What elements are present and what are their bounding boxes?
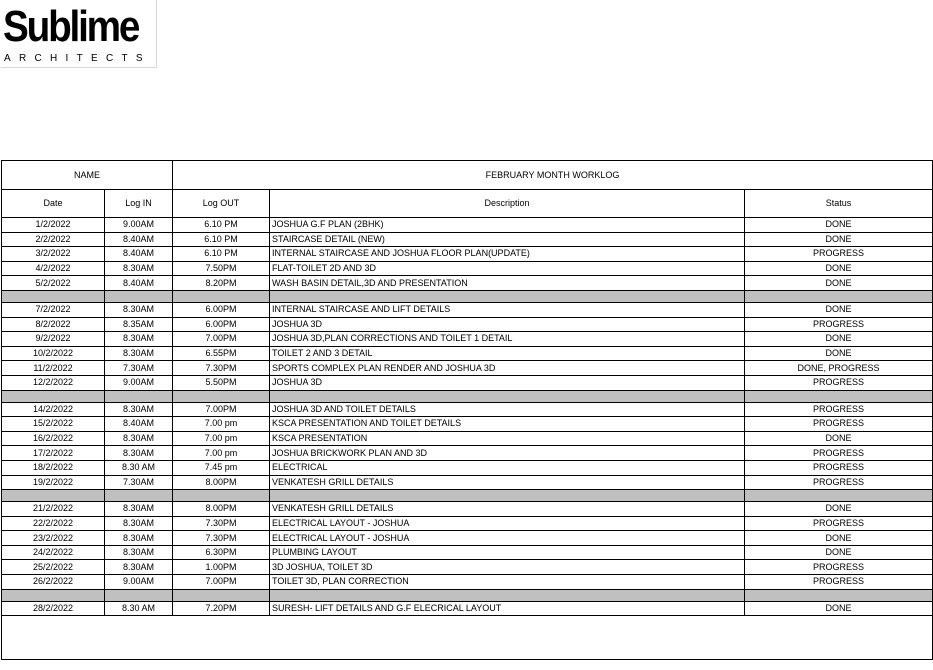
spacer-cell: [270, 589, 745, 601]
log-out-cell: 6.10 PM: [173, 218, 270, 233]
table-row: [2, 332, 933, 347]
log-out-cell: 6.30PM: [173, 545, 270, 560]
column-header-log-in: Log IN: [105, 190, 173, 218]
log-in-cell: 8.30AM: [105, 502, 173, 517]
date-cell: 7/2/2022: [2, 302, 105, 317]
spacer-cell: [2, 490, 105, 502]
table-row: [2, 361, 933, 376]
log-out-cell: 7.50PM: [173, 261, 270, 276]
table-row: [2, 475, 933, 490]
description-cell: TOILET 3D, PLAN CORRECTION: [270, 575, 745, 590]
date-cell: 11/2/2022: [2, 361, 105, 376]
date-cell: 26/2/2022: [2, 575, 105, 590]
company-logo: [1, 0, 157, 68]
log-out-cell: 7.45 pm: [173, 460, 270, 475]
log-out-cell: 7.00PM: [173, 402, 270, 417]
description-cell: JOSHUA 3D AND TOILET DETAILS: [270, 402, 745, 417]
description-cell: JOSHUA 3D: [270, 317, 745, 332]
log-in-cell: 7.30AM: [105, 475, 173, 490]
description-cell: SPORTS COMPLEX PLAN RENDER AND JOSHUA 3D: [270, 361, 745, 376]
log-in-cell: 7.30AM: [105, 361, 173, 376]
spacer-row: [2, 589, 933, 601]
log-out-cell: 7.00 pm: [173, 446, 270, 461]
status-cell: DONE, PROGRESS: [745, 361, 933, 376]
status-cell: DONE: [745, 261, 933, 276]
description-cell: PLUMBING LAYOUT: [270, 545, 745, 560]
table-row: [2, 502, 933, 517]
date-cell: 12/2/2022: [2, 375, 105, 390]
column-header-log-out: Log OUT: [173, 190, 270, 218]
description-cell: TOILET 2 AND 3 DETAIL: [270, 346, 745, 361]
status-cell: DONE: [745, 232, 933, 247]
date-cell: 22/2/2022: [2, 516, 105, 531]
column-header-date: Date: [2, 190, 105, 218]
table-row: [2, 545, 933, 560]
date-cell: 14/2/2022: [2, 402, 105, 417]
log-in-cell: 8.30AM: [105, 402, 173, 417]
status-cell: DONE: [745, 431, 933, 446]
log-in-cell: 9.00AM: [105, 575, 173, 590]
log-out-cell: 7.00PM: [173, 575, 270, 590]
description-cell: ELECTRICAL LAYOUT - JOSHUA: [270, 516, 745, 531]
status-cell: DONE: [745, 545, 933, 560]
spacer-cell: [745, 490, 933, 502]
spacer-row: [2, 290, 933, 302]
status-cell: DONE: [745, 276, 933, 291]
table-row: [2, 247, 933, 262]
name-label: NAME: [2, 161, 173, 190]
log-in-cell: 8.30AM: [105, 261, 173, 276]
date-cell: 19/2/2022: [2, 475, 105, 490]
table-row: [2, 346, 933, 361]
column-header-description: Description: [270, 190, 745, 218]
date-cell: 28/2/2022: [2, 601, 105, 616]
log-out-cell: 6.00PM: [173, 302, 270, 317]
log-in-cell: 8.30AM: [105, 446, 173, 461]
description-cell: SURESH- LIFT DETAILS AND G.F ELECRICAL LAYOUT: [270, 601, 745, 616]
description-cell: JOSHUA 3D: [270, 375, 745, 390]
log-out-cell: 6.55PM: [173, 346, 270, 361]
spacer-cell: [2, 290, 105, 302]
status-cell: PROGRESS: [745, 460, 933, 475]
spacer-cell: [105, 490, 173, 502]
log-out-cell: 7.30PM: [173, 361, 270, 376]
spacer-cell: [745, 589, 933, 601]
logo-wordmark: Sublime: [3, 2, 139, 51]
log-in-cell: 8.40AM: [105, 232, 173, 247]
log-out-cell: 8.00PM: [173, 475, 270, 490]
description-cell: INTERNAL STAIRCASE AND LIFT DETAILS: [270, 302, 745, 317]
table-row: [2, 261, 933, 276]
log-in-cell: 8.40AM: [105, 417, 173, 432]
description-cell: JOSHUA G.F PLAN (2BHK): [270, 218, 745, 233]
status-cell: PROGRESS: [745, 446, 933, 461]
status-cell: PROGRESS: [745, 317, 933, 332]
status-cell: DONE: [745, 601, 933, 616]
date-cell: 1/2/2022: [2, 218, 105, 233]
empty-footer-cell: [2, 616, 933, 660]
log-out-cell: 6.00PM: [173, 317, 270, 332]
log-in-cell: 8.30AM: [105, 545, 173, 560]
date-cell: 25/2/2022: [2, 560, 105, 575]
date-cell: 3/2/2022: [2, 247, 105, 262]
log-in-cell: 8.30AM: [105, 560, 173, 575]
empty-footer-row: [2, 616, 933, 660]
log-in-cell: 8.30AM: [105, 531, 173, 546]
log-in-cell: 8.30AM: [105, 516, 173, 531]
table-row: [2, 276, 933, 291]
table-row: [2, 460, 933, 475]
log-in-cell: 8.30AM: [105, 302, 173, 317]
spacer-row: [2, 390, 933, 402]
table-row: [2, 446, 933, 461]
log-in-cell: 8.30 AM: [105, 601, 173, 616]
description-cell: KSCA PRESENTATION AND TOILET DETAILS: [270, 417, 745, 432]
spacer-cell: [173, 490, 270, 502]
log-in-cell: 8.30AM: [105, 332, 173, 347]
spacer-cell: [105, 390, 173, 402]
date-cell: 17/2/2022: [2, 446, 105, 461]
spacer-cell: [270, 290, 745, 302]
spacer-cell: [173, 390, 270, 402]
column-header-row: [2, 190, 933, 218]
status-cell: PROGRESS: [745, 417, 933, 432]
log-out-cell: 7.20PM: [173, 601, 270, 616]
logo-tagline: ARCHITECTS: [4, 53, 151, 64]
description-cell: STAIRCASE DETAIL (NEW): [270, 232, 745, 247]
table-row: [2, 317, 933, 332]
date-cell: 2/2/2022: [2, 232, 105, 247]
date-cell: 16/2/2022: [2, 431, 105, 446]
description-cell: JOSHUA BRICKWORK PLAN AND 3D: [270, 446, 745, 461]
log-out-cell: 5.50PM: [173, 375, 270, 390]
date-cell: 18/2/2022: [2, 460, 105, 475]
log-in-cell: 8.40AM: [105, 276, 173, 291]
spacer-cell: [270, 490, 745, 502]
date-cell: 21/2/2022: [2, 502, 105, 517]
spacer-cell: [2, 589, 105, 601]
description-cell: KSCA PRESENTATION: [270, 431, 745, 446]
log-out-cell: 1.00PM: [173, 560, 270, 575]
log-out-cell: 7.00 pm: [173, 417, 270, 432]
column-header-status: Status: [745, 190, 933, 218]
spacer-cell: [173, 290, 270, 302]
date-cell: 4/2/2022: [2, 261, 105, 276]
date-cell: 15/2/2022: [2, 417, 105, 432]
status-cell: DONE: [745, 531, 933, 546]
spacer-cell: [745, 290, 933, 302]
description-cell: ELECTRICAL: [270, 460, 745, 475]
table-row: [2, 302, 933, 317]
table-row: [2, 431, 933, 446]
table-row: [2, 232, 933, 247]
log-out-cell: 8.20PM: [173, 276, 270, 291]
log-in-cell: 8.35AM: [105, 317, 173, 332]
date-cell: 23/2/2022: [2, 531, 105, 546]
spacer-cell: [2, 390, 105, 402]
status-cell: DONE: [745, 302, 933, 317]
log-in-cell: 8.30AM: [105, 346, 173, 361]
spacer-cell: [173, 589, 270, 601]
date-cell: 5/2/2022: [2, 276, 105, 291]
table-row: [2, 375, 933, 390]
description-cell: ELECTRICAL LAYOUT - JOSHUA: [270, 531, 745, 546]
status-cell: PROGRESS: [745, 575, 933, 590]
table-row: [2, 575, 933, 590]
log-out-cell: 7.00PM: [173, 332, 270, 347]
description-cell: VENKATESH GRILL DETAILS: [270, 475, 745, 490]
date-cell: 24/2/2022: [2, 545, 105, 560]
status-cell: DONE: [745, 332, 933, 347]
date-cell: 10/2/2022: [2, 346, 105, 361]
table-row: [2, 531, 933, 546]
status-cell: PROGRESS: [745, 375, 933, 390]
status-cell: PROGRESS: [745, 247, 933, 262]
worklog-table: [1, 160, 933, 660]
log-in-cell: 8.40AM: [105, 247, 173, 262]
log-out-cell: 7.00 pm: [173, 431, 270, 446]
status-cell: DONE: [745, 502, 933, 517]
spacer-row: [2, 490, 933, 502]
table-row: [2, 417, 933, 432]
log-out-cell: 7.30PM: [173, 531, 270, 546]
status-cell: DONE: [745, 218, 933, 233]
status-cell: PROGRESS: [745, 516, 933, 531]
spacer-cell: [745, 390, 933, 402]
spacer-cell: [105, 290, 173, 302]
description-cell: INTERNAL STAIRCASE AND JOSHUA FLOOR PLAN(UPDATE): [270, 247, 745, 262]
log-out-cell: 6.10 PM: [173, 247, 270, 262]
table-row: [2, 601, 933, 616]
status-cell: PROGRESS: [745, 475, 933, 490]
date-cell: 9/2/2022: [2, 332, 105, 347]
status-cell: DONE: [745, 346, 933, 361]
spacer-cell: [105, 589, 173, 601]
log-out-cell: 7.30PM: [173, 516, 270, 531]
log-in-cell: 8.30AM: [105, 431, 173, 446]
table-row: [2, 402, 933, 417]
description-cell: JOSHUA 3D,PLAN CORRECTIONS AND TOILET 1 DETAIL: [270, 332, 745, 347]
description-cell: FLAT-TOILET 2D AND 3D: [270, 261, 745, 276]
log-in-cell: 9.00AM: [105, 218, 173, 233]
log-in-cell: 8.30 AM: [105, 460, 173, 475]
description-cell: 3D JOSHUA, TOILET 3D: [270, 560, 745, 575]
table-row: [2, 560, 933, 575]
worklog-title: FEBRUARY MONTH WORKLOG: [173, 161, 933, 190]
table-row: [2, 516, 933, 531]
date-cell: 8/2/2022: [2, 317, 105, 332]
table-title-row: [2, 161, 933, 190]
table-row: [2, 218, 933, 233]
description-cell: VENKATESH GRILL DETAILS: [270, 502, 745, 517]
status-cell: PROGRESS: [745, 402, 933, 417]
spacer-cell: [270, 390, 745, 402]
log-out-cell: 8.00PM: [173, 502, 270, 517]
log-in-cell: 9.00AM: [105, 375, 173, 390]
status-cell: PROGRESS: [745, 560, 933, 575]
log-out-cell: 6.10 PM: [173, 232, 270, 247]
description-cell: WASH BASIN DETAIL,3D AND PRESENTATION: [270, 276, 745, 291]
